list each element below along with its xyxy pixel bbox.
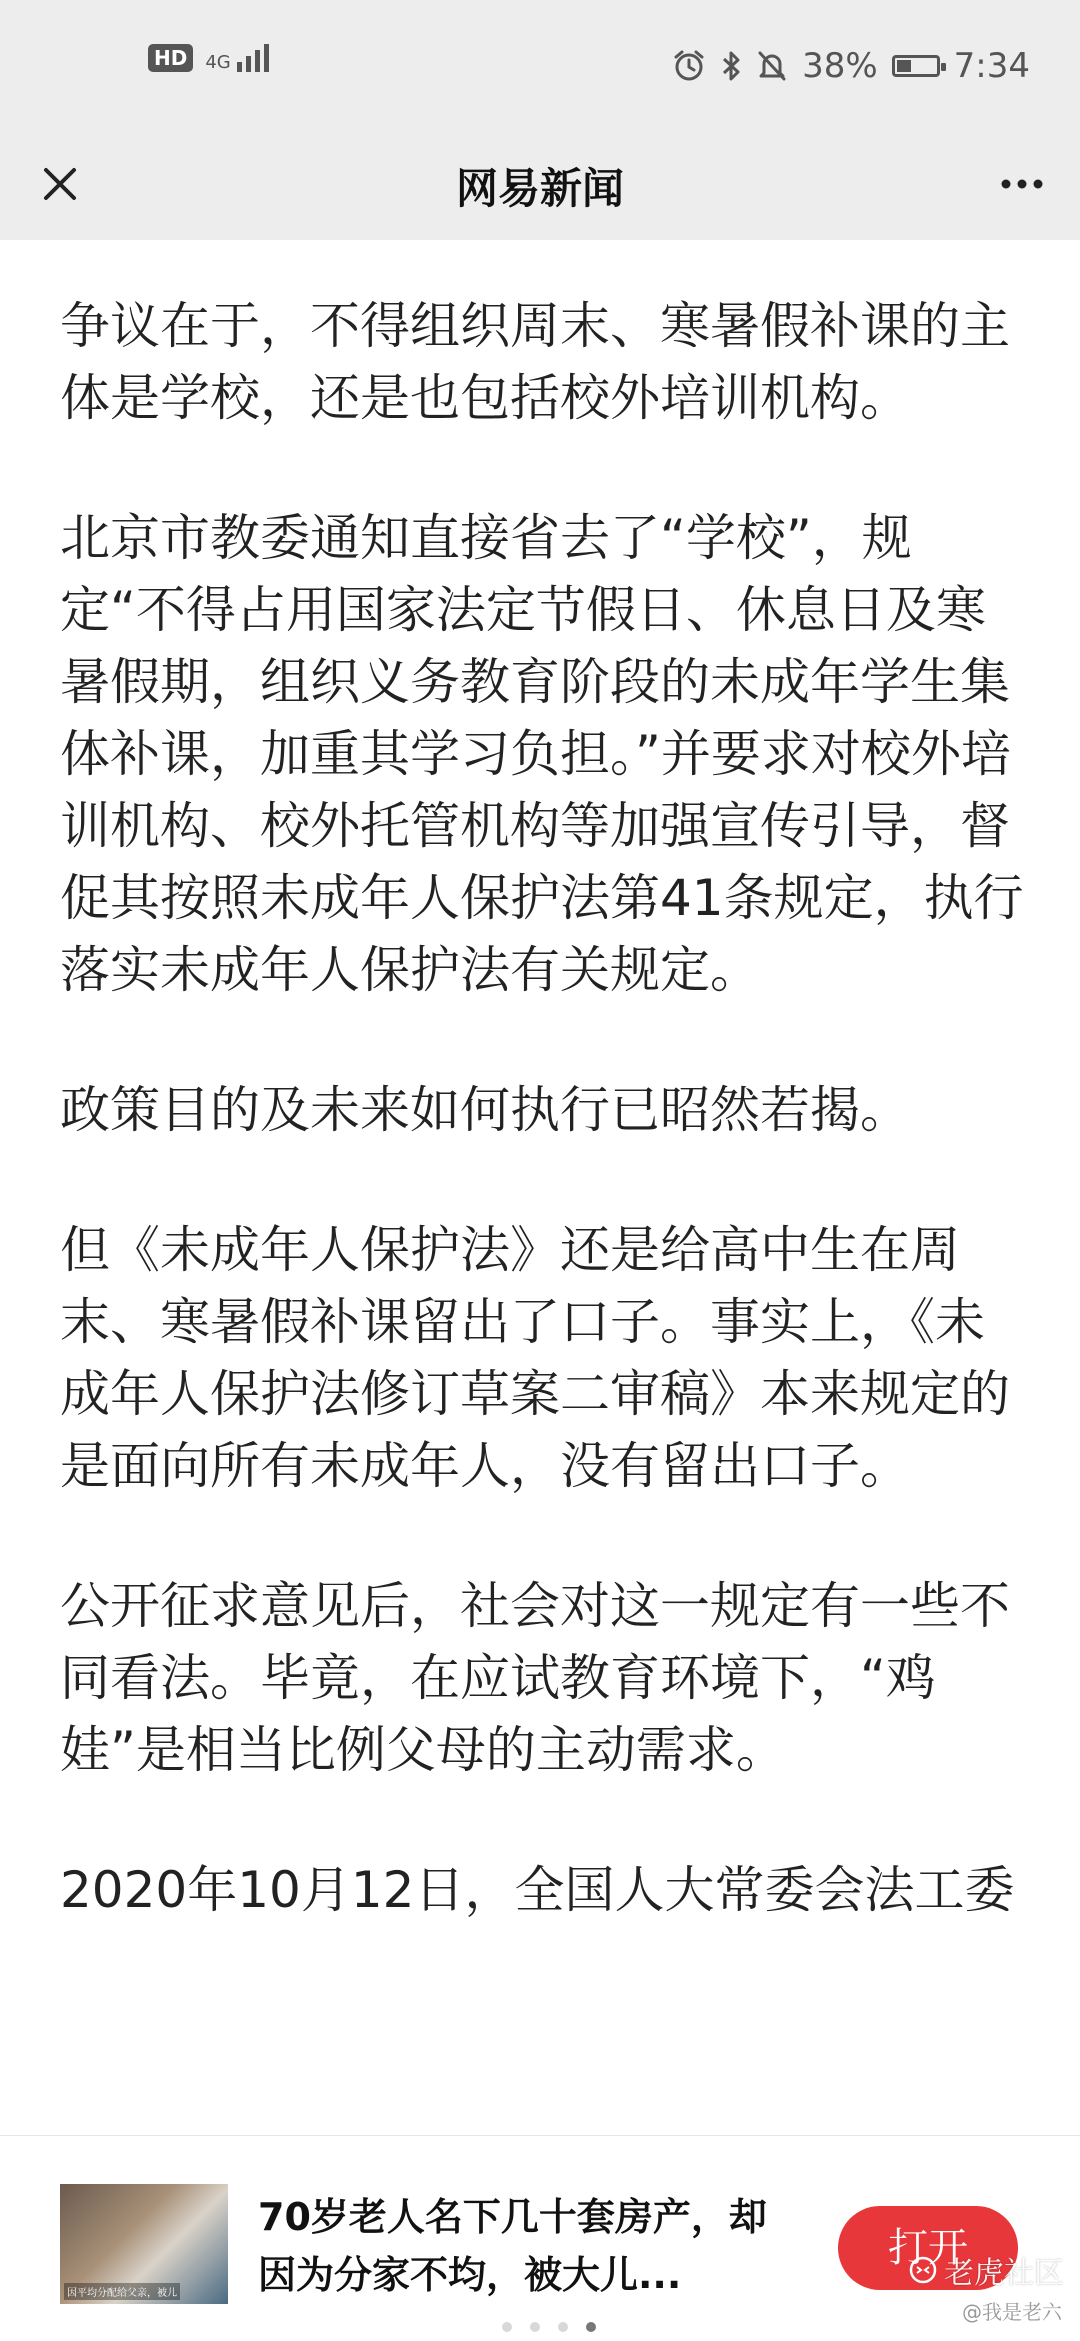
article-paragraph: 政策目的及未来如何执行已昭然若揭。 xyxy=(60,1081,910,1139)
battery-percent: 38% xyxy=(802,46,878,86)
tiger-logo-icon xyxy=(908,2255,938,2285)
carousel-dots xyxy=(502,2322,596,2332)
status-left xyxy=(148,44,269,72)
app-promo-banner[interactable] xyxy=(0,2135,1080,2341)
article-paragraph: 2020年10月12日，全国人大常委会法工委 xyxy=(60,1861,1015,1919)
carousel-dot[interactable] xyxy=(530,2322,540,2332)
carousel-dot[interactable] xyxy=(502,2322,512,2332)
watermark xyxy=(908,2248,1064,2292)
clock: 7:34 xyxy=(953,46,1030,86)
watermark-text: 老虎社区 xyxy=(944,2256,1064,2291)
status-bar xyxy=(0,0,1080,130)
bluetooth-icon xyxy=(720,49,742,83)
hd-badge: HD xyxy=(148,44,193,72)
signal-icon xyxy=(205,44,268,72)
open-app-button[interactable]: 打开 xyxy=(838,2206,1018,2290)
thumbnail-caption: 因平均分配给父亲，被儿 xyxy=(64,2283,180,2300)
carousel-dot[interactable] xyxy=(586,2322,596,2332)
news-thumbnail[interactable] xyxy=(60,2184,228,2304)
article-paragraph: 公开征求意见后，社会对这一规定有一些不同看法。毕竟，在应试教育环境下，“鸡娃”是相当比例父母的主动需求。 xyxy=(60,1577,1010,1779)
article-body xyxy=(60,290,1030,1994)
watermark-author: @我是老六 xyxy=(962,2300,1062,2324)
title-bar xyxy=(0,130,1080,240)
battery-icon xyxy=(892,55,940,77)
more-icon xyxy=(990,152,1054,216)
article-paragraph: 但《未成年人保护法》还是给高中生在周末、寒暑假补课留出了口子。事实上，《未成年人保护法修订草案二审稿》本来规定的是面向所有未成年人，没有留出口子。 xyxy=(60,1221,1010,1495)
status-right xyxy=(672,46,1030,86)
page-title: 网易新闻 xyxy=(455,164,624,213)
article-paragraph: 北京市教委通知直接省去了“学校”，规定“不得占用国家法定节假日、休息日及寒暑假期，组织义务教育阶段的未成年学生集体补课，加重其学习负担。”并要求对校外培训机构、校外托管机构等加强宣传引导，督促其按照未成年人保护法第41条规定，执行落实未成年人保护法有关规定。 xyxy=(60,509,1024,999)
carousel-dot[interactable] xyxy=(558,2322,568,2332)
more-button[interactable] xyxy=(990,152,1054,216)
alarm-icon xyxy=(672,49,706,83)
mute-icon xyxy=(756,49,788,83)
article-paragraph: 争议在于，不得组织周末、寒暑假补课的主体是学校，还是也包括校外培训机构。 xyxy=(60,297,1010,427)
network-type: 4G xyxy=(205,52,231,73)
promo-headline[interactable]: 70岁老人名下几十套房产，却因为分家不均，被大儿... xyxy=(258,2195,767,2297)
